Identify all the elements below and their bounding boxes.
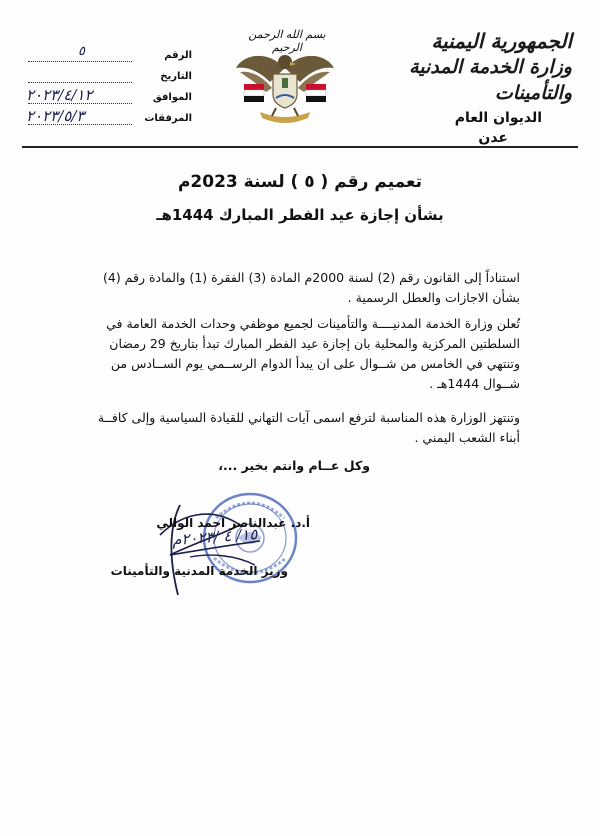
signer-name: أ.د. عبدالناصر احمد الوالي xyxy=(156,516,310,530)
ref-number-value: ٥ xyxy=(78,44,85,59)
body-paragraph-3: وتنتهز الوزارة هذه المناسبة لترفع اسمى آيات التهاني للقيادة السياسية وإلى كافــة أبناء الشعب اليمني . xyxy=(97,410,520,445)
city-name: عدن xyxy=(478,130,508,146)
office-name: الديوان العام xyxy=(454,110,542,126)
ref-number-field xyxy=(22,44,192,68)
republic-name: الجمهورية اليمنية xyxy=(431,29,572,53)
ref-number-label: الرقم xyxy=(164,50,192,61)
body-paragraph-1: استناداً إلى القانون رقم (2) لسنة 2000م المادة (3) الفقرة (1) والمادة رقم (4) بشأن الاجازات والعطل الرسمية . xyxy=(102,270,520,305)
reference-fields xyxy=(22,44,192,132)
circular-title: تعميم رقم ( ٥ ) لسنة 2023م xyxy=(177,172,423,192)
circular-subject: بشأن إجازة عيد الفطر المبارك 1444هـ xyxy=(156,206,444,224)
body-paragraph-2: تُعلن وزارة الخدمة المدنيــــة والتأمينات لجميع موظفي وحدات الخدمة العامة في السلطتين المركزية والمحلية بان إجازة عيد الفطر المبارك تبدأ بتاريخ 29 رمضان وتنتهي في الخامس من شــوال على ان يبدأ الدوام الرســمي يوم الســادس من شــوال 1444هـ . xyxy=(106,316,520,391)
corresponding-label: الموافق xyxy=(152,92,192,103)
ministry-header xyxy=(382,28,572,148)
corresponding-value: ٢٠٢٣/٤/١٢ xyxy=(26,86,93,104)
closing-greeting: وكل عــام وانتم بخير ...، xyxy=(218,458,370,473)
date-label: التاريخ xyxy=(160,71,192,82)
attachments-value: ٢٠٢٣/٥/٣ xyxy=(26,107,85,125)
signer-role: وزير الخدمة المدنية والتأمينات xyxy=(110,564,288,578)
header-divider xyxy=(22,146,578,148)
basmala: بسم الله الرحمن الرحيم xyxy=(248,28,326,54)
signature-date: ١٥/ ٤ /٢٠٢٣م xyxy=(171,525,258,549)
attachments-field xyxy=(22,107,192,131)
national-emblem-icon xyxy=(230,28,340,138)
attachments-label: المرفقات xyxy=(144,113,192,124)
signature-block xyxy=(111,516,310,578)
ministry-name: وزارة الخدمة المدنية والتأمينات xyxy=(409,56,572,104)
